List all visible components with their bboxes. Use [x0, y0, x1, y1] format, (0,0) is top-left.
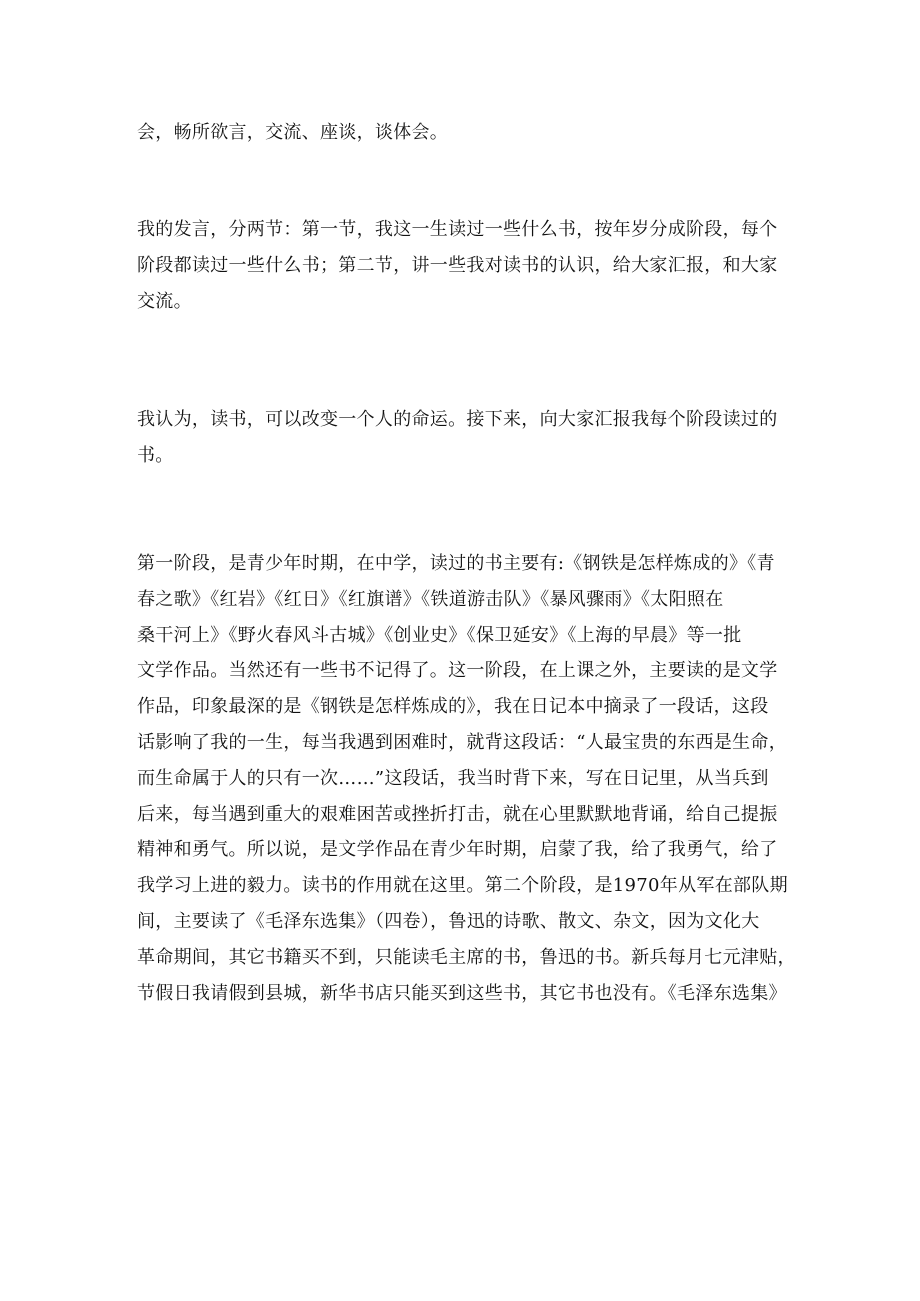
paragraph-4	[137, 546, 797, 1011]
paragraph-2	[137, 212, 797, 320]
paragraph-line: 精神和勇气。所以说，是文学作品在青少年时期，启蒙了我，给了我勇气，给了	[137, 839, 778, 861]
paragraph-line: 我学习上进的毅力。读书的作用就在这里。第二个阶段，是1970年从军在部队期	[137, 875, 788, 897]
paragraph-line: 交流。	[137, 291, 192, 312]
paragraph-line: 节假日我请假到县城，新华书店只能买到这些书，其它书也没有。《毛泽东选集》	[137, 982, 787, 1004]
paragraph-line: 话影响了我的一生，每当我遇到困难时，就背这段话：“人最宝贵的东西是生命，	[137, 731, 787, 753]
paragraph-3	[137, 402, 797, 474]
paragraph-line: 阶段都读过一些什么书；第二节，讲一些我对读书的认识，给大家汇报，和大家	[137, 255, 778, 276]
paragraph-line: 而生命属于人的只有一次……”这段话，我当时背下来，写在日记里，从当兵到	[137, 767, 769, 789]
paragraph-line: 第一阶段，是青少年时期，在中学，读过的书主要有:《钢铁是怎样炼成的》《青	[137, 553, 775, 574]
paragraph-line: 桑干河上》《野火春风斗古城》《创业史》《保卫延安》《上海的早晨》等一批	[137, 624, 742, 646]
paragraph-line: 我认为，读书，可以改变一个人的命运。接下来，向大家汇报我每个阶段读过的	[137, 409, 778, 430]
paragraph-line: 会，畅所欲言，交流、座谈，谈体会。	[137, 122, 449, 143]
paragraph-line: 我的发言，分两节：第一节，我这一生读过一些什么书，按年岁分成阶段，每个	[137, 219, 778, 240]
paragraph-line: 革命期间，其它书籍买不到，只能读毛主席的书，鲁迅的书。新兵每月七元津贴，	[137, 946, 796, 968]
paragraph-line: 书。	[137, 445, 174, 466]
paragraph-line: 后来，每当遇到重大的艰难困苦或挫折打击，就在心里默默地背诵，给自己提振	[137, 803, 778, 825]
paragraph-line: 间，主要读了《毛泽东选集》（四卷），鲁迅的诗歌、散文、杂文，因为文化大	[137, 910, 760, 932]
paragraph-1	[137, 115, 797, 151]
paragraph-line: 文学作品。当然还有一些书不记得了。这一阶段，在上课之外，主要读的是文学	[137, 660, 778, 682]
paragraph-line: 春之歌》《红岩》《红日》《红旗谱》《铁道游击队》《暴风骤雨》《太阳照在	[137, 588, 724, 610]
paragraph-line: 作品，印象最深的是《钢铁是怎样炼成的》，我在日记本中摘录了一段话，这段	[137, 696, 769, 718]
